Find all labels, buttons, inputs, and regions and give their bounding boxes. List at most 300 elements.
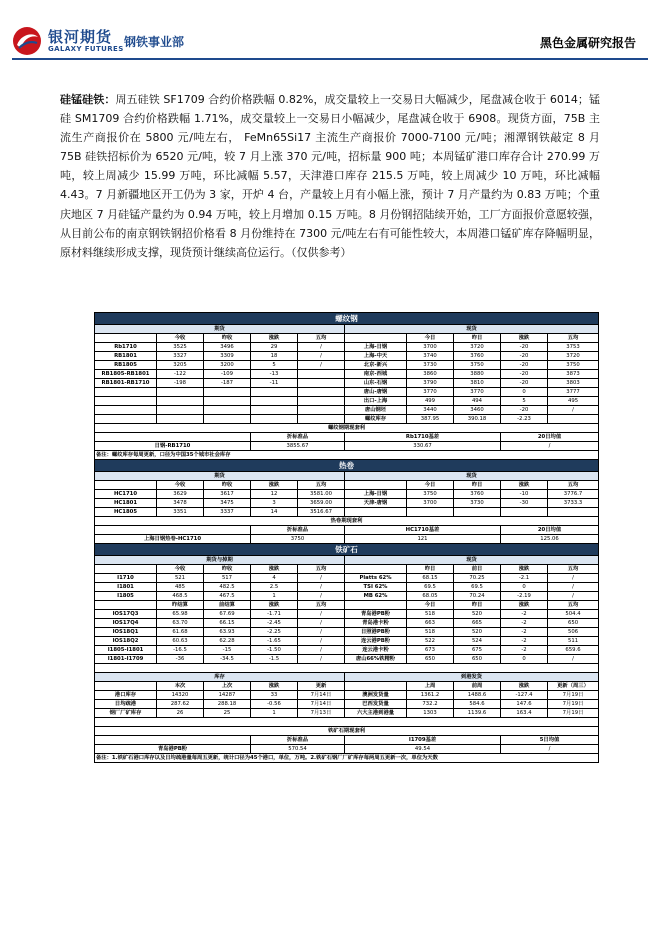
- table-cell: 7月14日: [298, 691, 345, 700]
- table-cell: [157, 415, 204, 424]
- column-header: 昨收: [204, 334, 251, 343]
- row-label: 上海-日钢: [345, 343, 407, 352]
- table-cell: 1361.2: [407, 691, 454, 700]
- ore-swap-row: [95, 610, 599, 619]
- column-header: [345, 601, 407, 610]
- ore-band: [95, 544, 599, 556]
- table-cell: -0.56: [251, 700, 298, 709]
- table-cell: -2: [501, 628, 548, 637]
- table-cell: 3760: [454, 352, 501, 361]
- row-label: 巴西发货量: [345, 700, 407, 709]
- table-cell: 650: [548, 619, 599, 628]
- table-cell: -1.65: [251, 637, 298, 646]
- table-cell: /: [298, 583, 345, 592]
- table-cell: -1.5: [251, 655, 298, 664]
- row-label: HC1805: [95, 508, 157, 517]
- silicon-manganese-paragraph: [60, 90, 600, 262]
- table-cell: [251, 415, 298, 424]
- row-label: 日钢-RB1710: [95, 442, 251, 451]
- rebar-note-row: [95, 451, 599, 460]
- row-label: 唐山-唐钢: [345, 388, 407, 397]
- table-cell: 60.63: [157, 637, 204, 646]
- row-label: 日均疏港: [95, 700, 157, 709]
- table-cell: -2: [501, 637, 548, 646]
- table-cell: 494: [454, 397, 501, 406]
- table-cell: 3770: [454, 388, 501, 397]
- table-cell: 61.68: [157, 628, 204, 637]
- column-header: 昨结算: [157, 601, 204, 610]
- table-cell: -1.50: [251, 646, 298, 655]
- table-cell: 520: [454, 628, 501, 637]
- row-label: IOS18Q2: [95, 637, 157, 646]
- column-header: [95, 526, 251, 535]
- ore-blank-row: [95, 664, 599, 673]
- column-header: [345, 565, 407, 574]
- table-cell: [251, 388, 298, 397]
- table-cell: 68.05: [407, 592, 454, 601]
- table-cell: /: [298, 628, 345, 637]
- hc-basis-title: 热卷期现套利: [95, 517, 599, 526]
- column-header: [95, 334, 157, 343]
- table-cell: /: [298, 574, 345, 583]
- ore-swap-row: [95, 646, 599, 655]
- table-cell: /: [298, 343, 345, 352]
- spacer-cell: [95, 718, 599, 727]
- table-cell: 675: [454, 646, 501, 655]
- table-cell: 5: [501, 397, 548, 406]
- table-cell: -11: [251, 379, 298, 388]
- table-cell: 3327: [157, 352, 204, 361]
- table-cell: 65.98: [157, 610, 204, 619]
- table-cell: 518: [407, 628, 454, 637]
- row-label: 南京-西城: [345, 370, 407, 379]
- table-cell: -36: [157, 655, 204, 664]
- table-cell: 3810: [454, 379, 501, 388]
- table-cell: 62.28: [204, 637, 251, 646]
- table-cell: 70.25: [454, 574, 501, 583]
- table-cell: -20: [501, 379, 548, 388]
- table-cell: /: [501, 745, 599, 754]
- table-cell: 70.24: [454, 592, 501, 601]
- table-cell: [501, 508, 548, 517]
- hc-data-row: [95, 508, 599, 517]
- ore-basis-title: 铁矿石期现套利: [95, 727, 599, 736]
- table-cell: 521: [157, 574, 204, 583]
- table-cell: 121: [345, 535, 501, 544]
- table-cell: 3855.67: [251, 442, 345, 451]
- spot-group-label: 现货: [345, 325, 599, 334]
- table-cell: /: [548, 574, 599, 583]
- rebar-basis-title-row: [95, 424, 599, 433]
- column-header: 前周: [454, 682, 501, 691]
- table-cell: 0: [501, 388, 548, 397]
- rebar-data-row: [95, 415, 599, 424]
- table-cell: 570.54: [251, 745, 345, 754]
- table-cell: 732.2: [407, 700, 454, 709]
- table-cell: 3790: [407, 379, 454, 388]
- row-label: 青岛港PB粉: [345, 610, 407, 619]
- column-header: 昨日: [454, 481, 501, 490]
- row-label: RB1801: [95, 352, 157, 361]
- column-header: 昨日: [454, 601, 501, 610]
- table-cell: 33: [251, 691, 298, 700]
- table-cell: 3860: [407, 370, 454, 379]
- table-cell: 520: [454, 610, 501, 619]
- table-cell: 66.15: [204, 619, 251, 628]
- ore-basis-title-row: [95, 727, 599, 736]
- table-cell: 3776.7: [548, 490, 599, 499]
- table-cell: [298, 388, 345, 397]
- table-cell: -122: [157, 370, 204, 379]
- table-cell: [157, 406, 204, 415]
- table-cell: 485: [157, 583, 204, 592]
- table-cell: 504.4: [548, 610, 599, 619]
- ore-inventory-row: [95, 709, 599, 718]
- row-label: 唐山钢坯: [345, 406, 407, 415]
- table-cell: 5: [251, 361, 298, 370]
- spacer-cell: [95, 664, 599, 673]
- column-header: 今收: [157, 481, 204, 490]
- table-cell: -1.71: [251, 610, 298, 619]
- column-header: [95, 565, 157, 574]
- table-cell: -20: [501, 343, 548, 352]
- row-label: 日照港PB粉: [345, 628, 407, 637]
- table-cell: -20: [501, 406, 548, 415]
- column-header: [95, 433, 251, 442]
- row-label: 青岛港PB粉: [95, 745, 251, 754]
- table-cell: 68.15: [407, 574, 454, 583]
- table-cell: 3: [251, 499, 298, 508]
- table-cell: [407, 508, 454, 517]
- table-cell: [204, 397, 251, 406]
- table-cell: 506: [548, 628, 599, 637]
- table-cell: 12: [251, 490, 298, 499]
- column-header: I1709基差: [345, 736, 501, 745]
- row-label: MB 62%: [345, 592, 407, 601]
- column-header: 五均: [298, 565, 345, 574]
- market-data-table: [94, 312, 599, 763]
- table-cell: 3460: [454, 406, 501, 415]
- table-cell: 3760: [454, 490, 501, 499]
- column-header: 涨跌: [501, 481, 548, 490]
- table-cell: 3753: [548, 343, 599, 352]
- spot-group-label: 到港发货: [345, 673, 599, 682]
- rebar-group-header: [95, 325, 599, 334]
- table-cell: -2.1: [501, 574, 548, 583]
- hc-band: [95, 460, 599, 472]
- spot-group-label: 现货: [345, 556, 599, 565]
- column-header: 折标准品: [251, 526, 345, 535]
- table-cell: 3730: [454, 499, 501, 508]
- row-label: HC1801: [95, 499, 157, 508]
- table-cell: 3617: [204, 490, 251, 499]
- table-cell: 3873: [548, 370, 599, 379]
- column-header: 涨跌: [251, 601, 298, 610]
- table-cell: 14: [251, 508, 298, 517]
- table-cell: /: [298, 592, 345, 601]
- table-cell: 524: [454, 637, 501, 646]
- table-cell: 163.4: [501, 709, 548, 718]
- row-label: RB1805-RB1801: [95, 370, 157, 379]
- ore-inventory-row: [95, 691, 599, 700]
- table-cell: [157, 397, 204, 406]
- futures-group-label: 期货: [95, 325, 345, 334]
- rebar-basis-title: 螺纹钢期现套利: [95, 424, 599, 433]
- rebar-basis-value-row: [95, 442, 599, 451]
- table-cell: 511: [548, 637, 599, 646]
- column-header: 涨跌: [501, 334, 548, 343]
- column-header: [95, 481, 157, 490]
- table-cell: 3770: [407, 388, 454, 397]
- row-label: Platts 62%: [345, 574, 407, 583]
- table-cell: 3720: [454, 343, 501, 352]
- table-cell: 3750: [454, 361, 501, 370]
- department-label: 钢铁事业部: [124, 35, 185, 49]
- table-cell: [298, 415, 345, 424]
- table-cell: /: [501, 442, 599, 451]
- row-label: 唐山66%铁精粉: [345, 655, 407, 664]
- table-cell: 390.18: [454, 415, 501, 424]
- table-cell: 3700: [407, 343, 454, 352]
- column-header: 前日: [454, 565, 501, 574]
- rebar-band-title: 螺纹钢: [95, 313, 599, 325]
- column-header: Rb1710基差: [345, 433, 501, 442]
- table-cell: 0: [501, 583, 548, 592]
- row-label: I1805: [95, 592, 157, 601]
- table-cell: 3740: [407, 352, 454, 361]
- table-cell: 467.5: [204, 592, 251, 601]
- table-cell: /: [298, 637, 345, 646]
- ore-inventory-group-header: [95, 673, 599, 682]
- table-cell: 663: [407, 619, 454, 628]
- table-cell: -34.5: [204, 655, 251, 664]
- row-label: I1801: [95, 583, 157, 592]
- column-header: [95, 682, 157, 691]
- table-cell: 522: [407, 637, 454, 646]
- ore-data-row: [95, 583, 599, 592]
- table-cell: 1303: [407, 709, 454, 718]
- table-cell: 18: [251, 352, 298, 361]
- table-cell: 3337: [204, 508, 251, 517]
- table-cell: /: [298, 655, 345, 664]
- row-label: RB1801-RB1710: [95, 379, 157, 388]
- rebar-data-row: [95, 397, 599, 406]
- column-header: HC1710基差: [345, 526, 501, 535]
- table-cell: 665: [454, 619, 501, 628]
- table-cell: 7月14日: [298, 700, 345, 709]
- table-cell: [454, 508, 501, 517]
- table-cell: 4: [251, 574, 298, 583]
- column-header: 上次: [204, 682, 251, 691]
- ore-group-header: [95, 556, 599, 565]
- column-header: 涨跌: [501, 601, 548, 610]
- table-cell: 1139.6: [454, 709, 501, 718]
- table-cell: /: [298, 619, 345, 628]
- column-header: 前结算: [204, 601, 251, 610]
- table-cell: 3496: [204, 343, 251, 352]
- column-header: 今日: [407, 601, 454, 610]
- row-label: [95, 388, 157, 397]
- row-label: 澳洲发货量: [345, 691, 407, 700]
- row-label: 钢厂厂矿库存: [95, 709, 157, 718]
- row-label: 六大主港到港量: [345, 709, 407, 718]
- ore-inventory-column-header: [95, 682, 599, 691]
- header-divider: [12, 58, 648, 60]
- table-cell: [548, 415, 599, 424]
- table-cell: -2: [501, 646, 548, 655]
- table-cell: 288.18: [204, 700, 251, 709]
- table-cell: -2.45: [251, 619, 298, 628]
- table-cell: 387.95: [407, 415, 454, 424]
- table-cell: [157, 388, 204, 397]
- row-label: 北京-新兴: [345, 361, 407, 370]
- table-cell: 7月19日: [548, 691, 599, 700]
- table-cell: 63.93: [204, 628, 251, 637]
- table-cell: 468.5: [157, 592, 204, 601]
- hc-basis-title-row: [95, 517, 599, 526]
- table-cell: 3581.00: [298, 490, 345, 499]
- page-header: [0, 0, 662, 62]
- row-label: 天津-唐钢: [345, 499, 407, 508]
- table-cell: [298, 370, 345, 379]
- table-cell: -109: [204, 370, 251, 379]
- table-cell: -187: [204, 379, 251, 388]
- ore-data-row: [95, 592, 599, 601]
- hc-data-row: [95, 499, 599, 508]
- row-label: 山东-石钢: [345, 379, 407, 388]
- column-header: 涨跌: [251, 481, 298, 490]
- row-label: I1801-I1709: [95, 655, 157, 664]
- paragraph-body: 周五硅铁 SF1709 合约价格跌幅 0.82%，成交量较上一交易日大幅减少，尾盘减仓收于 6014；锰硅 SM1709 合约价格跌幅 1.71%，成交量较上一交易日小幅减少，尾盘减仓收于 6908。现货方面，75B 主流生产商报价在 5800 元/吨左右， FeMn65Si17 主流生产商报价 7000-7100 元/吨；湘潭钢铁敲定 8 月 75B 硅铁招标价为 6520 元/吨，较 7 月上涨 370 元/吨，招标量 900 吨；本周锰矿港口库存合计 270.99 万吨，较上周减少 15.99 万吨，环比减幅 5.57，天津港口库存 215.5 万吨，较上周减少 10 万吨，环比减幅 4.43。7 月新疆地区开工仍为 3 家，开炉 4 台，产量较上月有小幅上涨，预计 7 月产量约为 0.83 万吨；个重庆地区 7 月硅锰产量约为 0.94 万吨，较上月增加 0.15 万吨。8 月份钢招陆续开始，工厂方面报价意愿较强，从目前公布的南京钢铁钢招价格看 8 月份维持在 7300 元/吨左右有可能性较大，本周港口锰矿库存降幅明显，原材料继续形成支撑，现货预计继续高位运行。（仅供参考）: [60, 93, 600, 259]
- table-cell: -198: [157, 379, 204, 388]
- table-cell: 14287: [204, 691, 251, 700]
- column-header: [345, 334, 407, 343]
- row-label: 上海日钢热卷-HC1710: [95, 535, 251, 544]
- table-cell: 7月19日: [548, 700, 599, 709]
- table-cell: 3525: [157, 343, 204, 352]
- rebar-data-row: [95, 343, 599, 352]
- column-header: 20日均值: [501, 433, 599, 442]
- table-cell: -10: [501, 490, 548, 499]
- row-label: [95, 415, 157, 424]
- row-label: IOS17Q3: [95, 610, 157, 619]
- ore-swap-row: [95, 637, 599, 646]
- column-header: [345, 481, 407, 490]
- ore-inventory-row: [95, 700, 599, 709]
- table-cell: 330.67: [345, 442, 501, 451]
- column-header: 5日均值: [501, 736, 599, 745]
- table-cell: -2.23: [501, 415, 548, 424]
- table-cell: 499: [407, 397, 454, 406]
- table-cell: -2.19: [501, 592, 548, 601]
- table-cell: 3700: [407, 499, 454, 508]
- column-header: 上周: [407, 682, 454, 691]
- ore-note-row: [95, 754, 599, 763]
- table-cell: 49.54: [345, 745, 501, 754]
- column-header: 今日: [407, 334, 454, 343]
- table-cell: 650: [454, 655, 501, 664]
- table-cell: /: [298, 361, 345, 370]
- table-cell: 3880: [454, 370, 501, 379]
- column-header: 涨跌: [251, 682, 298, 691]
- table-cell: 3200: [204, 361, 251, 370]
- table-cell: 7月13日: [298, 709, 345, 718]
- table-cell: 63.70: [157, 619, 204, 628]
- company-name-en: GALAXY FUTURES: [48, 45, 124, 53]
- column-header: 涨跌: [251, 334, 298, 343]
- table-cell: [251, 397, 298, 406]
- hc-column-header: [95, 481, 599, 490]
- table-cell: 659.6: [548, 646, 599, 655]
- table-cell: 3351: [157, 508, 204, 517]
- table-cell: [204, 388, 251, 397]
- table-cell: [204, 415, 251, 424]
- column-header: 更新: [298, 682, 345, 691]
- table-cell: 1: [251, 709, 298, 718]
- column-header: 五均: [298, 481, 345, 490]
- table-cell: -2: [501, 610, 548, 619]
- row-label: 连云港PB粉: [345, 637, 407, 646]
- table-cell: -13: [251, 370, 298, 379]
- table-cell: 7月19日: [548, 709, 599, 718]
- table-cell: /: [298, 610, 345, 619]
- table-cell: 69.5: [407, 583, 454, 592]
- rebar-data-row: [95, 388, 599, 397]
- report-title: 黑色金属研究报告: [539, 36, 636, 50]
- row-label: 港口库存: [95, 691, 157, 700]
- row-label: [95, 406, 157, 415]
- table-cell: [298, 406, 345, 415]
- column-header: 昨日: [454, 334, 501, 343]
- hc-group-header: [95, 472, 599, 481]
- column-header: 本次: [157, 682, 204, 691]
- column-header: 涨跌: [501, 565, 548, 574]
- column-header: 今日: [407, 481, 454, 490]
- table-cell: 3629: [157, 490, 204, 499]
- table-cell: 3750: [251, 535, 345, 544]
- table-cell: 3777: [548, 388, 599, 397]
- row-label: 上海-中天: [345, 352, 407, 361]
- ore-basis-header-row: [95, 736, 599, 745]
- row-label: 连云港卡粉: [345, 646, 407, 655]
- table-cell: 147.6: [501, 700, 548, 709]
- row-label: IOS18Q1: [95, 628, 157, 637]
- column-header: 五均: [548, 565, 599, 574]
- row-label: [95, 397, 157, 406]
- table-cell: 3516.67: [298, 508, 345, 517]
- column-header: 五均: [548, 601, 599, 610]
- table-cell: /: [548, 592, 599, 601]
- table-cell: 29: [251, 343, 298, 352]
- column-header: 今收: [157, 565, 204, 574]
- table-cell: 3205: [157, 361, 204, 370]
- column-header: 昨收: [204, 481, 251, 490]
- table-cell: 3803: [548, 379, 599, 388]
- table-cell: /: [548, 655, 599, 664]
- table-cell: 3659.00: [298, 499, 345, 508]
- hc-band-title: 热卷: [95, 460, 599, 472]
- table-cell: 3720: [548, 352, 599, 361]
- table-cell: 1488.6: [454, 691, 501, 700]
- table-cell: [298, 379, 345, 388]
- spot-group-label: 现货: [345, 472, 599, 481]
- table-cell: -127.4: [501, 691, 548, 700]
- column-header: 五均: [548, 481, 599, 490]
- column-header: 涨跌: [501, 682, 548, 691]
- table-cell: [204, 406, 251, 415]
- column-header: 五均: [548, 334, 599, 343]
- row-label: HC1710: [95, 490, 157, 499]
